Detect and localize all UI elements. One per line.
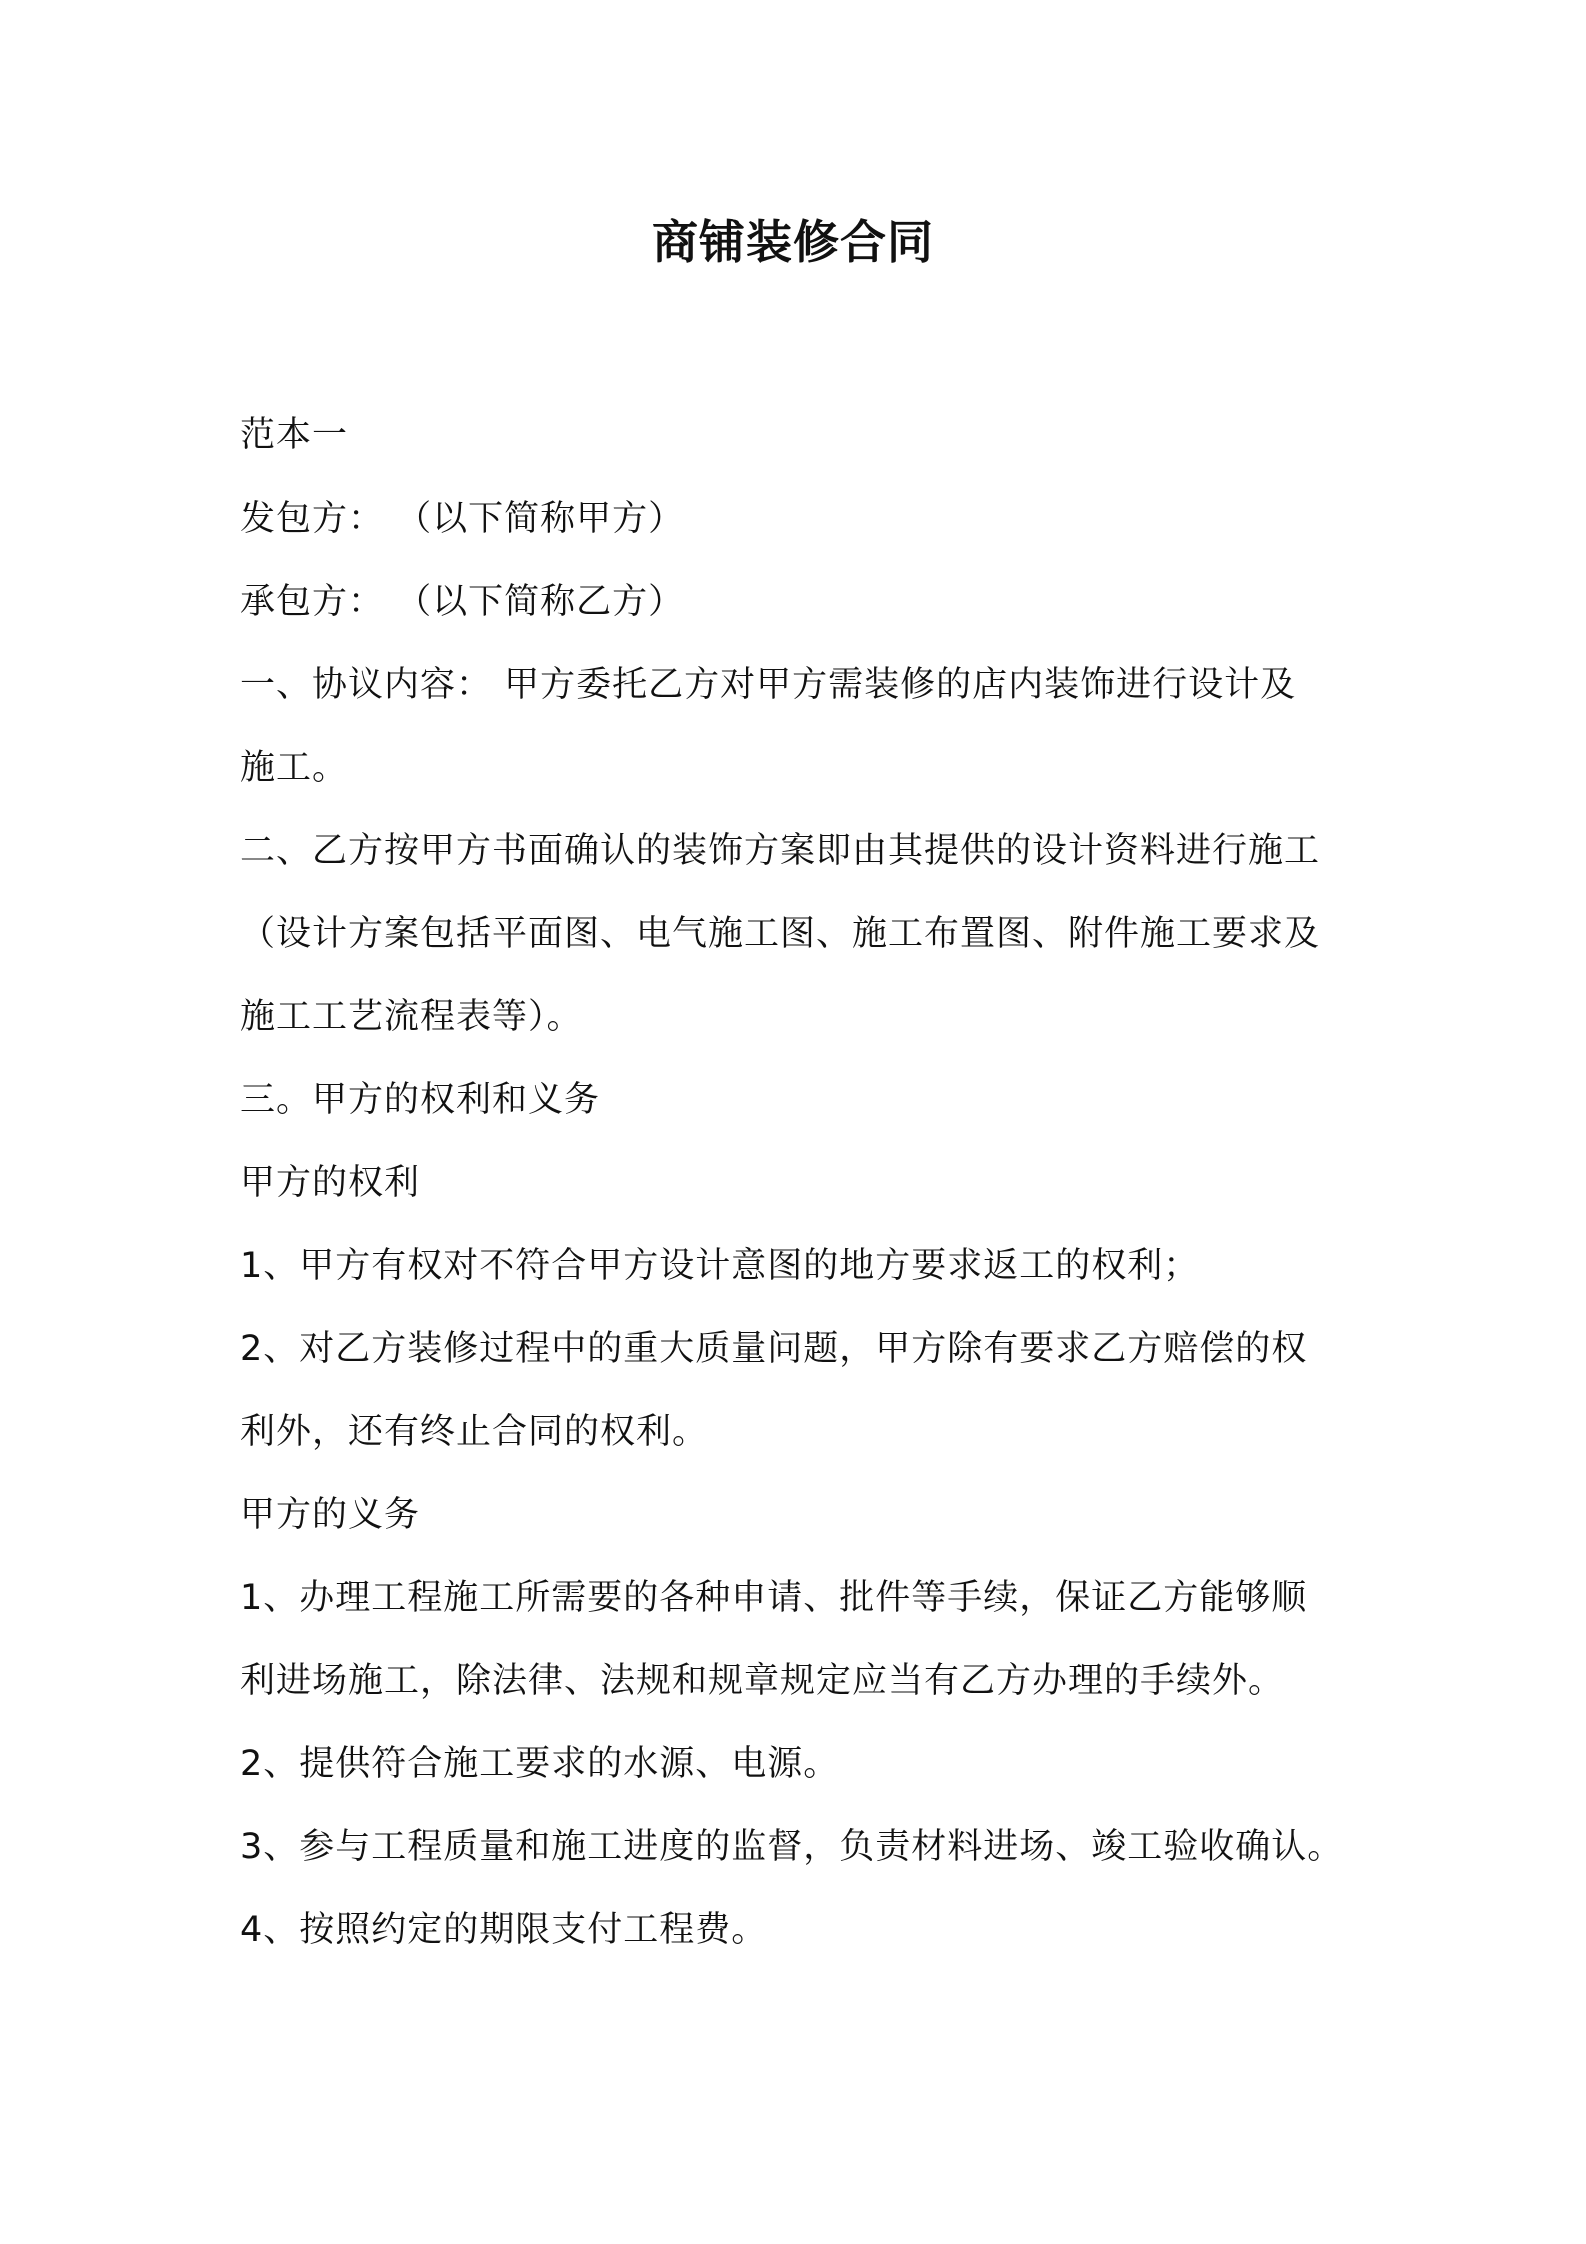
text-line-obligation-3: 3、参与工程质量和施工进度的监督，负责材料进场、竣工验收确认。: [240, 1827, 1344, 1867]
text-line-clause-2-cont-1: （设计方案包括平面图、电气施工图、施工布置图、附件施工要求及: [240, 914, 1321, 954]
text-line-right-2-cont: 利外，还有终止合同的权利。: [240, 1412, 709, 1452]
text-line-clause-1-cont: 施工。: [240, 748, 349, 788]
text-line-obligation-1: 1、办理工程施工所需要的各种申请、批件等手续，保证乙方能够顺: [240, 1578, 1308, 1618]
text-line-obligation-1-cont: 利进场施工，除法律、法规和规章规定应当有乙方办理的手续外。: [240, 1661, 1285, 1701]
text-line-clause-2-cont-2: 施工工艺流程表等）。: [240, 997, 583, 1037]
text-line-obligation-4: 4、按照约定的期限支付工程费。: [240, 1910, 768, 1950]
text-line-clause-3-heading: 三。甲方的权利和义务: [240, 1080, 601, 1120]
text-line-right-2: 2、对乙方装修过程中的重大质量问题，甲方除有要求乙方赔偿的权: [240, 1329, 1308, 1369]
text-line-clause-1: 一、协议内容： 甲方委托乙方对甲方需装修的店内装饰进行设计及: [240, 665, 1297, 705]
text-line-employer: 发包方： （以下简称甲方）: [240, 499, 685, 539]
text-line-clause-2: 二、乙方按甲方书面确认的装饰方案即由其提供的设计资料进行施工: [240, 831, 1321, 871]
document-title: 商铺装修合同: [652, 215, 934, 269]
text-line-obligations-heading: 甲方的义务: [240, 1495, 421, 1535]
text-line-rights-heading: 甲方的权利: [240, 1163, 421, 1203]
text-line-contractor: 承包方： （以下简称乙方）: [240, 582, 685, 622]
text-line-sample-label: 范本一: [240, 415, 349, 455]
text-line-right-1: 1、甲方有权对不符合甲方设计意图的地方要求返工的权利；: [240, 1246, 1200, 1286]
text-line-obligation-2: 2、提供符合施工要求的水源、电源。: [240, 1744, 840, 1784]
